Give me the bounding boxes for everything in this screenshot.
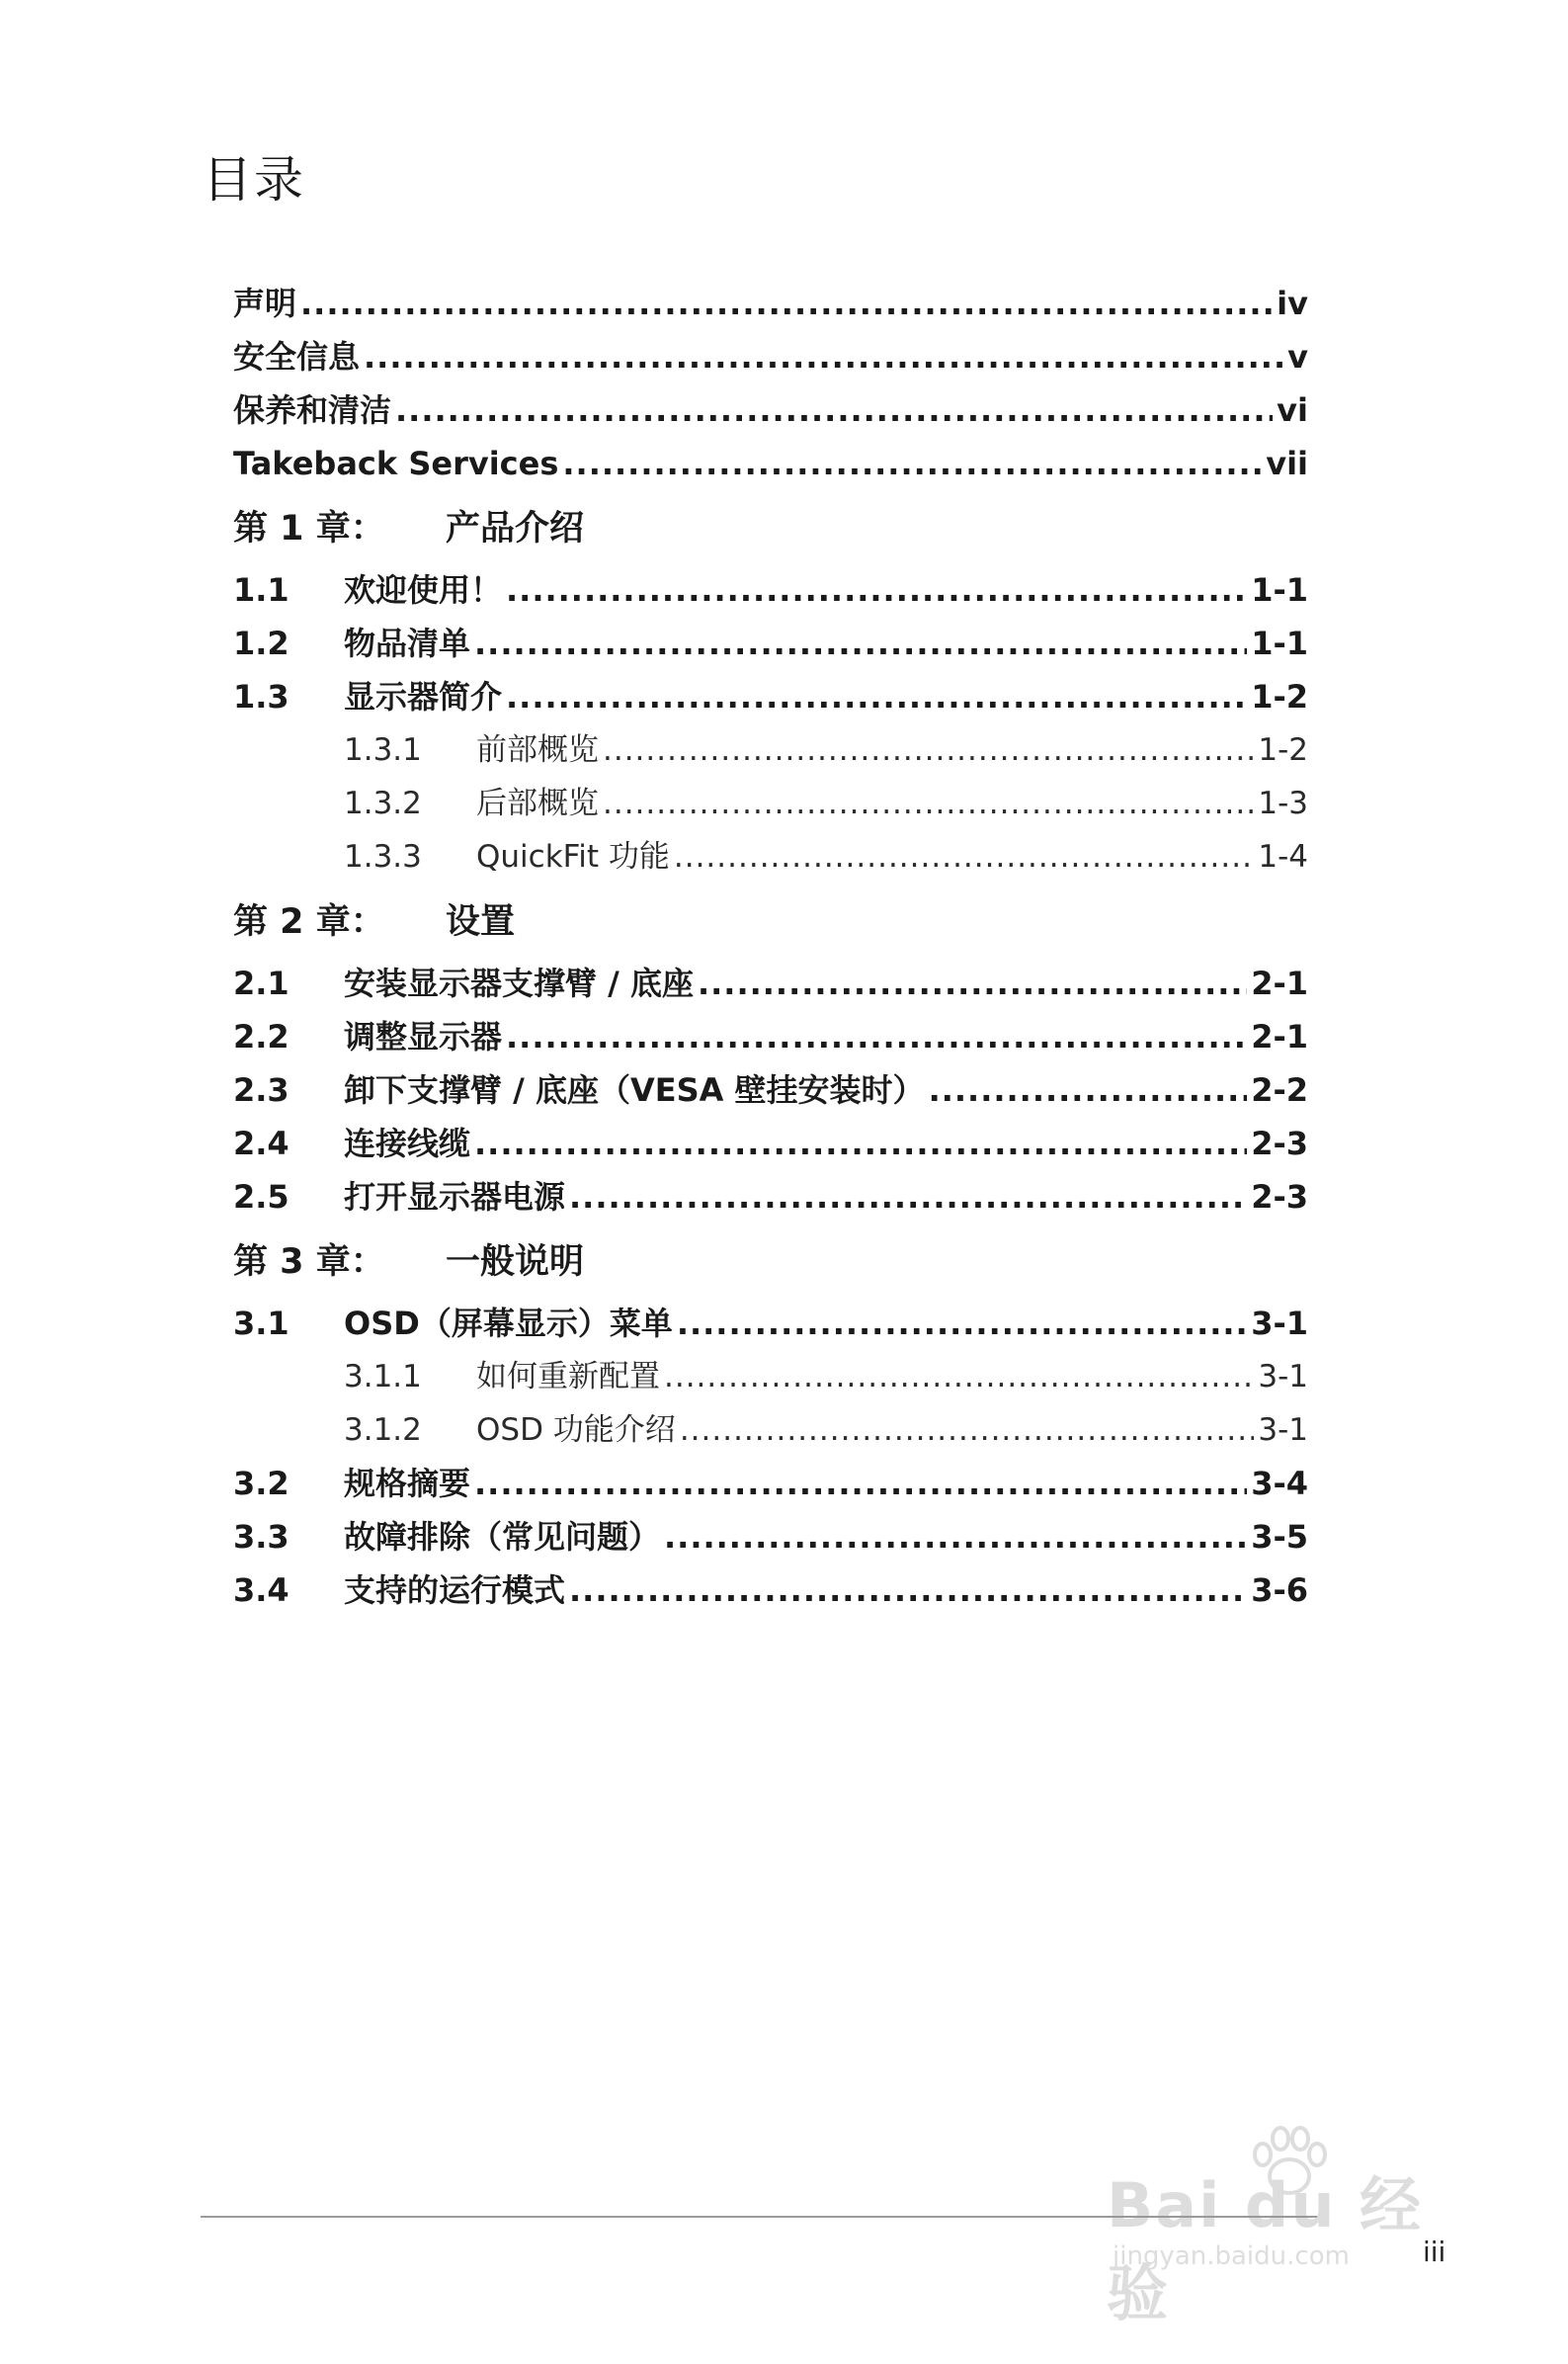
toc-entry-page: v: [1287, 338, 1308, 376]
leader-dots: [677, 1297, 1247, 1350]
toc-entry-number: 1.3.1: [344, 732, 422, 768]
leader-dots: [506, 563, 1247, 617]
leader-dots: [929, 1063, 1248, 1117]
chapter-title: 一般说明: [446, 1242, 585, 1282]
toc-entry-label: 声明: [233, 285, 297, 322]
leader-dots: [698, 957, 1247, 1010]
chapter-number: 第 3 章：: [233, 1242, 385, 1282]
footer-divider: [201, 2216, 1317, 2218]
toc-entry-label: 后部概览: [476, 786, 599, 821]
toc-entry-number: 1.2: [233, 625, 289, 662]
toc-entry-page: iv: [1277, 285, 1308, 322]
toc-entry[interactable]: [233, 957, 1308, 1010]
toc-entry-page: 1-3: [1258, 786, 1308, 821]
leader-dots: [395, 383, 1273, 437]
toc-entry-number: 2.1: [233, 965, 289, 1002]
toc-entry[interactable]: [233, 563, 1308, 617]
toc-entry-number: 1.3: [233, 678, 289, 716]
leader-dots: [506, 670, 1247, 723]
toc-entry-label: 前部概览: [476, 732, 599, 768]
leader-dots: [474, 617, 1247, 670]
toc-subentry[interactable]: [233, 830, 1308, 884]
toc-entry-label: 支持的运行模式: [344, 1571, 566, 1609]
toc-entry-page: vi: [1277, 391, 1308, 429]
leader-dots: [664, 1350, 1254, 1403]
chapter-heading-1[interactable]: [233, 494, 1308, 563]
toc-entry-number: 3.2: [233, 1465, 289, 1502]
toc-entry-page: 2-3: [1251, 1178, 1308, 1216]
toc-entry-page: 1-2: [1251, 678, 1308, 716]
chapter-heading-2[interactable]: [233, 887, 1308, 957]
leader-dots: [674, 830, 1255, 884]
toc-entry-label: 连接线缆: [344, 1125, 471, 1162]
toc-entry-number: 3.1.2: [344, 1412, 422, 1448]
toc-entry-number: 3.3: [233, 1518, 289, 1556]
watermark-brand: Bai du 经验: [1107, 2169, 1424, 2329]
toc-entry-page: 3-1: [1251, 1305, 1308, 1342]
toc-entry[interactable]: [233, 1563, 1308, 1617]
toc-entry-page: 3-6: [1251, 1571, 1308, 1609]
toc-entry-label: 如何重新配置: [476, 1359, 660, 1394]
leader-dots: [664, 1510, 1247, 1563]
toc-entry-number: 2.5: [233, 1178, 289, 1216]
chapter-title: 产品介绍: [446, 509, 585, 549]
toc-entry-page: vii: [1266, 445, 1308, 482]
toc-entry-front-4[interactable]: [233, 437, 1308, 490]
toc-entry-label: 故障排除（常见问题）: [344, 1518, 661, 1556]
chapter-number: 第 2 章：: [233, 902, 385, 942]
toc-entry[interactable]: [233, 1510, 1308, 1563]
toc-entry-page: 2-2: [1251, 1071, 1308, 1109]
toc-entry-page: 1-1: [1251, 571, 1308, 609]
leader-dots: [603, 723, 1254, 777]
toc-entry-number: 2.3: [233, 1071, 289, 1109]
toc-entry-label: 欢迎使用！: [344, 571, 503, 609]
toc-subentry[interactable]: [233, 723, 1308, 777]
toc-entry-number: 1.3.3: [344, 839, 422, 875]
toc-entry-page: 1-4: [1258, 839, 1308, 875]
page-title: 目录: [203, 151, 305, 209]
toc-entry-number: 3.1: [233, 1305, 289, 1342]
toc-entry-label: 安全信息: [233, 338, 361, 376]
toc-entry-page: 3-1: [1258, 1359, 1308, 1394]
toc-entry-page: 1-1: [1251, 625, 1308, 662]
toc-entry-page: 2-1: [1251, 1018, 1308, 1055]
toc-entry-label: 安装显示器支撑臂 / 底座: [344, 965, 694, 1002]
toc-entry-label: QuickFit 功能: [476, 839, 670, 875]
leader-dots: [569, 1563, 1247, 1617]
toc-entry-page: 2-3: [1251, 1125, 1308, 1162]
toc-entry-label: 保养和清洁: [233, 391, 392, 429]
watermark: [1107, 2125, 1462, 2329]
toc-entry-label: 调整显示器: [344, 1018, 503, 1055]
paw-icon: [1245, 2125, 1334, 2204]
leader-dots: [474, 1117, 1247, 1170]
toc-entry-number: 3.1.1: [344, 1359, 422, 1394]
leader-dots: [603, 777, 1254, 830]
toc-subentry[interactable]: [233, 1403, 1308, 1457]
toc-entry-number: 2.2: [233, 1018, 289, 1055]
toc-entry-page: 3-5: [1251, 1518, 1308, 1556]
leader-dots: [506, 1010, 1247, 1063]
toc-entry-page: 3-1: [1258, 1412, 1308, 1448]
toc-entry-label: OSD（屏幕显示）菜单: [344, 1305, 673, 1342]
toc-entry-label: 显示器简介: [344, 678, 503, 716]
toc-subentry[interactable]: [233, 777, 1308, 830]
toc-entry-label: 规格摘要: [344, 1465, 471, 1502]
toc-entry[interactable]: [233, 1170, 1308, 1224]
leader-dots: [562, 437, 1262, 490]
toc-entry-front-2[interactable]: [233, 330, 1308, 383]
toc-entry[interactable]: [233, 1117, 1308, 1170]
chapter-title: 设置: [446, 902, 516, 942]
leader-dots: [364, 330, 1283, 383]
toc-entry-label: 卸下支撑臂 / 底座（VESA 壁挂安装时）: [344, 1071, 925, 1109]
chapter-heading-3[interactable]: [233, 1227, 1308, 1297]
toc-entry[interactable]: [233, 617, 1308, 670]
toc-entry-page: 2-1: [1251, 965, 1308, 1002]
toc-entry-page: 3-4: [1251, 1465, 1308, 1502]
leader-dots: [300, 277, 1273, 330]
toc-entry[interactable]: [233, 1297, 1308, 1350]
toc-entry-number: 1.3.2: [344, 786, 422, 821]
toc-entry-label: 物品清单: [344, 625, 471, 662]
leader-dots: [474, 1457, 1247, 1510]
toc-entry[interactable]: [233, 1457, 1308, 1510]
toc-entry-label: OSD 功能介绍: [476, 1412, 676, 1448]
table-of-contents: [233, 277, 1308, 1617]
toc-entry[interactable]: [233, 1063, 1308, 1117]
toc-entry-front-3[interactable]: [233, 383, 1308, 437]
toc-entry-number: 3.4: [233, 1571, 289, 1609]
toc-entry-page: 1-2: [1258, 732, 1308, 768]
toc-entry-number: 2.4: [233, 1125, 289, 1162]
leader-dots: [680, 1403, 1255, 1457]
leader-dots: [569, 1170, 1247, 1224]
chapter-number: 第 1 章：: [233, 509, 385, 549]
toc-subentry[interactable]: [233, 1350, 1308, 1403]
toc-entry[interactable]: [233, 670, 1308, 723]
toc-entry-label: 打开显示器电源: [344, 1178, 566, 1216]
page-number: iii: [1423, 2236, 1446, 2268]
watermark-site: jingyan.baidu.com: [1113, 2241, 1350, 2271]
toc-entry-front-1[interactable]: [233, 277, 1308, 330]
toc-entry[interactable]: [233, 1010, 1308, 1063]
toc-entry-number: 1.1: [233, 571, 289, 609]
toc-entry-label: Takeback Services: [233, 445, 559, 482]
